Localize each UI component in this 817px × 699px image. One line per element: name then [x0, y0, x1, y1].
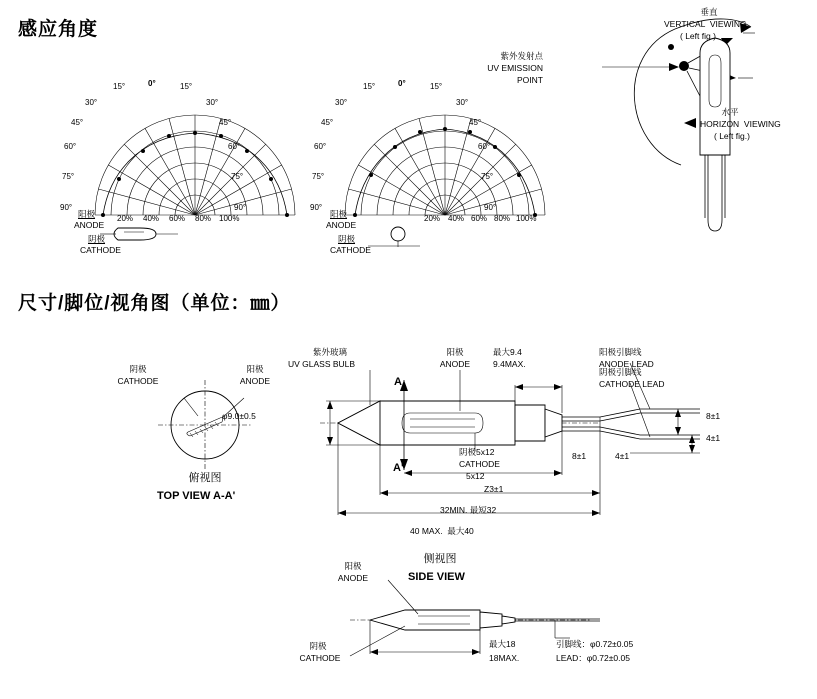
polar-right-angle-45r: 45°: [469, 118, 482, 127]
side-view2-cathode-cn: 阴极: [309, 641, 327, 651]
polar-right-radial-60: 60%: [471, 214, 488, 223]
top-view-anode-cn: 阳极: [246, 364, 264, 374]
polar-left-angle-60r: 60°: [228, 142, 241, 151]
polar-right-angle-75l: 75°: [312, 172, 325, 181]
polar-left-angle-0: 0°: [148, 79, 156, 88]
cathode-size-en1: CATHODE: [459, 459, 500, 469]
polar-left-radial-40: 40%: [143, 214, 160, 223]
uv-emission-point-cn: 紫外发射点: [500, 51, 543, 61]
polar-right-bulb-icon: [368, 222, 428, 248]
polar-left-angle-45l: 45°: [71, 118, 84, 127]
polar-right-angle-75r: 75°: [481, 172, 494, 181]
horizon-viewing-cn: 水平: [721, 107, 739, 117]
polar-left-cathode-cn: 阴极: [88, 234, 106, 244]
polar-right-angle-30l: 30°: [335, 98, 348, 107]
tube-viewing-diagram: [555, 5, 815, 255]
dim-32-min: 32MIN. 最短32: [440, 505, 497, 515]
top-view-cathode-cn: 阴极: [129, 364, 147, 374]
horizon-viewing-arrow: [684, 118, 700, 128]
polar-chart-left: [75, 75, 315, 235]
side-view2-cathode-en: CATHODE: [299, 653, 341, 663]
section-marker-a-prime: A': [393, 462, 404, 474]
polar-left-angle-90l: 90°: [60, 203, 73, 212]
polar-right-radial-20: 20%: [424, 214, 441, 223]
polar-left-cathode-en: CATHODE: [80, 245, 121, 255]
dim-40-max: 40 MAX. 最大40: [410, 526, 474, 536]
anode-lead-en: ANODE LEAD: [599, 359, 654, 369]
polar-right-angle-15b: 15°: [430, 82, 443, 91]
polar-right-radial-40: 40%: [448, 214, 465, 223]
uv-glass-bulb-en: UV GLASS BULB: [288, 359, 356, 369]
polar-left-angle-15a: 15°: [113, 82, 126, 91]
polar-left-anode-cn: 阳极: [78, 209, 96, 219]
top-view-anode-en: ANODE: [239, 376, 271, 386]
vertical-viewing-en2: ( Left fig ): [680, 31, 716, 41]
dim-8-1-bottom: 8±1: [572, 451, 587, 461]
cathode-size-cn: 阴极5x12: [459, 447, 495, 457]
polar-right-cathode-cn: 阴极: [338, 234, 356, 244]
polar-left-anode-en: ANODE: [74, 220, 105, 230]
section-title-viewing-angle: 感应角度: [18, 19, 99, 40]
side-view-title-cn: 侧视图: [423, 553, 457, 565]
polar-right-angle-15a: 15°: [363, 82, 376, 91]
vertical-viewing-en1: VERTICAL VIEWING: [664, 19, 747, 29]
max-9-4-cn: 最大9.4: [493, 347, 522, 357]
polar-right-angle-30r: 30°: [456, 98, 469, 107]
polar-right-radial-80: 80%: [494, 214, 511, 223]
section-marker-a: A: [394, 376, 402, 388]
polar-left-angle-15b: 15°: [180, 82, 193, 91]
polar-left-angle-90r: 90°: [234, 203, 247, 212]
anode-lead-cn: 阳极引脚线: [599, 347, 642, 357]
lead-spec-en: LEAD：φ0.72±0.05: [556, 653, 630, 663]
polar-left-angle-30l: 30°: [85, 98, 98, 107]
uv-glass-bulb-cn: 紫外玻璃: [312, 347, 347, 357]
side-view-title-en: SIDE VIEW: [408, 571, 465, 583]
polar-right-angle-60l: 60°: [314, 142, 327, 151]
polar-left-angle-30r: 30°: [206, 98, 219, 107]
side-view-anode-en: ANODE: [439, 359, 471, 369]
section-title-dimensions: 尺寸/脚位/视角图（单位：㎜）: [18, 293, 291, 314]
max-18-en: 18MAX.: [489, 653, 520, 663]
polar-right-angle-60r: 60°: [478, 142, 491, 151]
polar-right-anode-cn: 阳极: [330, 209, 348, 219]
top-view-title-en: TOP VIEW A-A': [157, 490, 236, 502]
top-view-drawing: [140, 380, 270, 470]
cathode-lead-cn: 阴极引脚线: [599, 367, 642, 377]
top-view-cathode-en: CATHODE: [117, 376, 159, 386]
dim-8-1-right: 8±1: [706, 411, 721, 421]
polar-chart-right: [325, 75, 565, 235]
uv-emission-point-en1: UV EMISSION: [487, 63, 543, 73]
polar-right-angle-90l: 90°: [310, 203, 323, 212]
top-view-title-cn: 俯视图: [188, 472, 222, 484]
side-view-drawing: [300, 375, 720, 555]
horizon-viewing-en1: HORIZON VIEWING: [700, 119, 781, 129]
horizon-viewing-en2: ( Left fig.): [714, 131, 750, 141]
polar-right-anode-en: ANODE: [326, 220, 357, 230]
polar-left-angle-75l: 75°: [62, 172, 75, 181]
dim-4-1-bottom: 4±1: [615, 451, 630, 461]
polar-right-radial-100: 100%: [516, 214, 537, 223]
cathode-size-en2: 5x12: [466, 471, 485, 481]
side-view-anode-cn: 阳极: [446, 347, 464, 357]
polar-left-bulb-icon: [100, 222, 180, 248]
max-9-4-en: 9.4MAX.: [493, 359, 526, 369]
max-18-cn: 最大18: [489, 639, 516, 649]
side-view2-anode-cn: 阳极: [344, 561, 362, 571]
polar-right-angle-45l: 45°: [321, 118, 334, 127]
dim-4-1-right: 4±1: [706, 433, 721, 443]
polar-left-angle-45r: 45°: [219, 118, 232, 127]
polar-right-cathode-en: CATHODE: [330, 245, 371, 255]
side-view-lower-drawing: [330, 580, 630, 690]
lead-spec-cn: 引脚线：φ0.72±0.05: [556, 639, 634, 649]
vertical-viewing-bullet: [666, 42, 676, 52]
polar-left-radial-20: 20%: [117, 214, 134, 223]
cathode-lead-en: CATHODE LEAD: [599, 379, 665, 389]
bulb-diameter: φ9.0±0.5: [222, 411, 256, 421]
polar-left-radial-100: 100%: [219, 214, 240, 223]
polar-left-radial-60: 60%: [169, 214, 186, 223]
polar-left-radial-80: 80%: [195, 214, 212, 223]
polar-left-angle-60l: 60°: [64, 142, 77, 151]
polar-right-angle-90r: 90°: [484, 203, 497, 212]
dim-z3: Z3±1: [484, 484, 504, 494]
side-view2-anode-en: ANODE: [337, 573, 369, 583]
polar-left-angle-75r: 75°: [231, 172, 244, 181]
uv-emission-point-en2: POINT: [517, 75, 543, 85]
vertical-viewing-cn: 垂直: [700, 7, 718, 17]
polar-right-angle-0: 0°: [398, 79, 406, 88]
